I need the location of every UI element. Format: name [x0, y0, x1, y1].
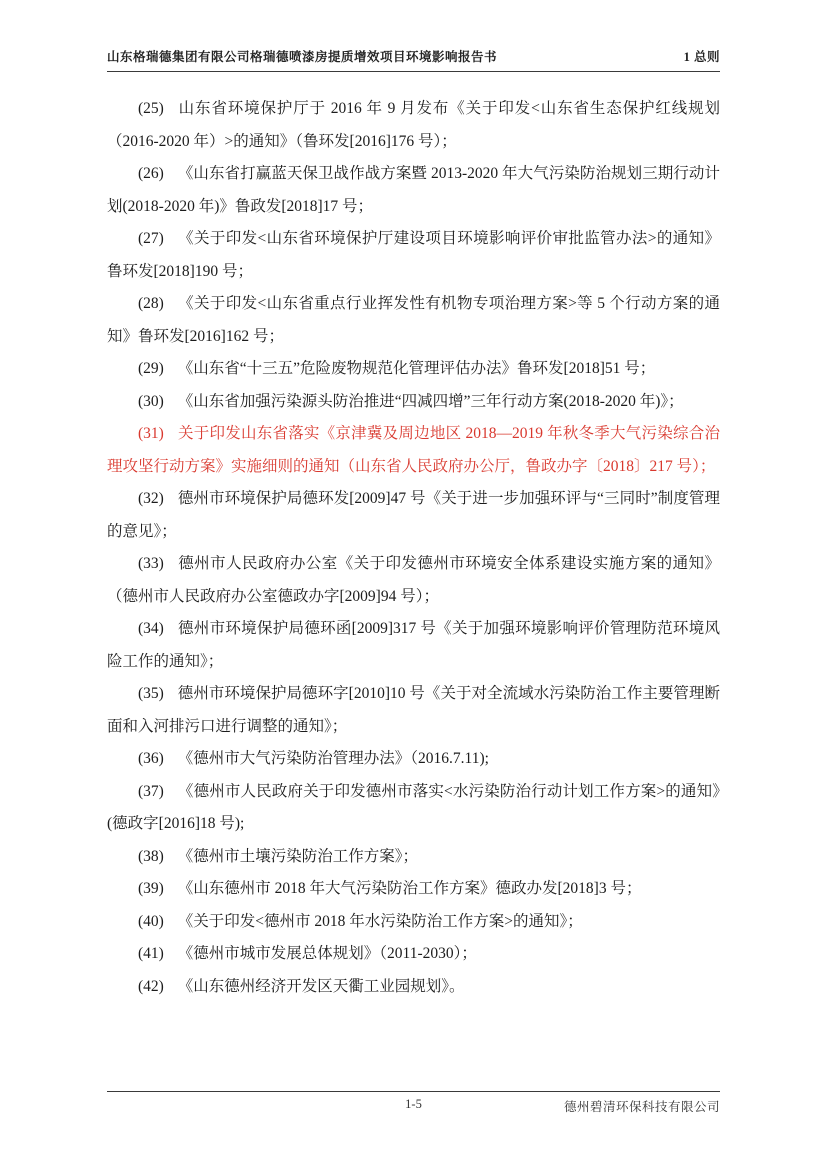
list-item — [107, 288, 720, 353]
item-number: (28) — [138, 295, 164, 312]
item-number: (25) — [138, 100, 164, 117]
item-number: (36) — [138, 750, 164, 767]
item-text: 《关于印发<山东省环境保护厅建设项目环境影响评价审批监管办法>的通知》鲁环发[2018]190 号； — [107, 230, 720, 280]
footer-company-name: 德州碧清环保科技有限公司 — [563, 1100, 720, 1114]
list-item — [107, 483, 720, 548]
item-number: (26) — [138, 165, 164, 182]
item-number: (37) — [138, 782, 164, 800]
footer-page-number: 1-5 — [405, 1097, 422, 1111]
regulation-list — [107, 93, 720, 1003]
item-number: (31) — [138, 425, 164, 442]
item-text: 德州市环境保护局德环字[2010]10 号《关于对全流域水污染防治工作主要管理断面和入河排污口进行调整的通知》； — [107, 685, 720, 735]
item-number: (35) — [138, 685, 164, 702]
item-text: 《山东德州经济开发区天衢工业园规划》。 — [177, 977, 465, 995]
item-text: 德州市环境保护局德环发[2009]47 号《关于进一步加强环评与“三同时”制度管理的意见》； — [107, 490, 720, 540]
item-number: (40) — [138, 912, 164, 930]
item-text: 《山东省加强污染源头防治推进“四减四增”三年行动方案(2018-2020 年)》； — [177, 392, 684, 410]
item-text: 《德州市人民政府关于印发德州市落实<水污染防治行动计划工作方案>的通知》(德政字[2016]18 号); — [107, 782, 720, 832]
list-item — [107, 873, 720, 906]
item-number: (39) — [138, 880, 164, 897]
item-number: (27) — [138, 230, 164, 247]
item-number: (38) — [138, 847, 164, 865]
list-item — [107, 906, 720, 939]
list-item — [107, 776, 720, 841]
list-item — [107, 971, 720, 1004]
list-item — [107, 158, 720, 223]
page-footer — [107, 1091, 720, 1118]
item-number: (33) — [138, 555, 164, 572]
item-number: (34) — [138, 620, 164, 637]
list-item — [107, 418, 720, 483]
list-item — [107, 386, 720, 419]
list-item — [107, 841, 720, 874]
list-item — [107, 353, 720, 386]
list-item — [107, 938, 720, 971]
item-text: 德州市人民政府办公室《关于印发德州市环境安全体系建设实施方案的通知》（德州市人民政府办公室德政办字[2009]94 号）； — [107, 555, 720, 605]
header-title: 山东格瑞德集团有限公司格瑞德喷漆房提质增效项目环境影响报告书 — [107, 50, 498, 64]
item-number: (42) — [138, 977, 164, 995]
list-item — [107, 93, 720, 158]
item-text: 《德州市土壤污染防治工作方案》； — [177, 847, 419, 865]
item-text: 《德州市城市发展总体规划》（2011-2030）； — [177, 945, 477, 962]
item-number: (32) — [138, 490, 164, 507]
page-header — [107, 47, 720, 72]
list-item — [107, 613, 720, 678]
item-text: 关于印发山东省落实《京津冀及周边地区 2018—2019 年秋冬季大气污染综合治理攻坚行动方案》实施细则的通知（山东省人民政府办公厅，鲁政办字〔2018〕217 号）； — [107, 425, 720, 475]
item-text: 德州市环境保护局德环函[2009]317 号《关于加强环境影响评价管理防范环境风险工作的通知》； — [107, 620, 720, 670]
list-item — [107, 223, 720, 288]
item-number: (41) — [138, 945, 164, 962]
item-text: 《山东省“十三五”危险废物规范化管理评估办法》鲁环发[2018]51 号； — [177, 360, 656, 377]
item-text: 《关于印发<山东省重点行业挥发性有机物专项治理方案>等 5 个行动方案的通知》鲁环发[2016]162 号； — [107, 295, 720, 345]
item-text: 《山东德州市 2018 年大气污染防治工作方案》德政办发[2018]3 号； — [177, 880, 642, 897]
item-number: (30) — [138, 392, 164, 410]
list-item — [107, 678, 720, 743]
item-text: 《山东省打赢蓝天保卫战作战方案暨 2013-2020 年大气污染防治规划三期行动计划(2018-2020 年)》鲁政发[2018]17 号； — [107, 165, 720, 215]
item-text: 《关于印发<德州市 2018 年水污染防治工作方案>的通知》； — [177, 912, 583, 930]
item-text: 山东省环境保护厅于 2016 年 9 月发布《关于印发<山东省生态保护红线规划（2016-2020 年）>的通知》（鲁环发[2016]176 号）； — [107, 100, 720, 150]
item-number: (29) — [138, 360, 164, 377]
list-item — [107, 743, 720, 776]
item-text: 《德州市大气污染防治管理办法》（2016.7.11); — [177, 750, 489, 767]
list-item — [107, 548, 720, 613]
header-section-label: 1 总则 — [683, 50, 720, 64]
